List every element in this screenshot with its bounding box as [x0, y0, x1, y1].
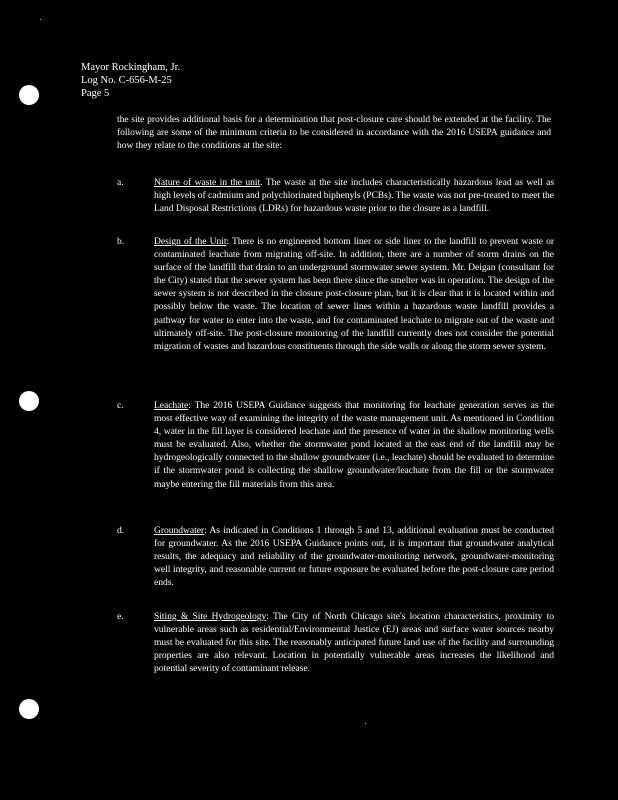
item-body — [154, 524, 554, 589]
item-body — [154, 610, 554, 675]
item-text: : As indicated in Conditions 1 through 5 and 13, additional evaluation must be conducted for groundwater. As the 2016 USEPA Guidance points out, it is important that groundwater analytical results, the adequacy and reliability of the groundwater-monitoring network, groundwater-monitoring well integrity, and reasonable current or future exposure be evaluated before the post-closure care period ends. — [154, 525, 554, 589]
item-body — [154, 399, 554, 491]
scan-speck — [40, 19, 41, 20]
log-number-line: Log No. C-656-M-25 — [81, 75, 172, 86]
punch-hole-bottom — [19, 699, 39, 719]
recipient-line: Mayor Rockingham, Jr. — [81, 62, 181, 73]
item-heading: Nature of waste in the unit — [154, 177, 261, 188]
item-body — [154, 176, 554, 215]
item-letter: b. — [117, 236, 125, 247]
item-letter: c. — [117, 400, 124, 411]
item-text: : The City of North Chicago site's location characteristics, proximity to vulnerable areas such as residential/Environmental Justice (EJ) areas and surface water sources nearby must be evaluated for this site. The reasonably anticipated future land use of the facility and surrounding properties are also relevant. Location in potentially vulnerable areas increases the likelihood and potential severity of contaminant release. — [154, 611, 554, 675]
item-text: : The 2016 USEPA Guidance suggests that monitoring for leachate generation serves as the most effective way of examining the integrity of the waste management unit. As mentioned in Condition 4, water in the fill layer is considered leachate and the presence of water in the shallow monitoring wells must be evaluated. Also, whether the stormwater pond located at the east end of the landfill may be hydrogeologically connected to the shallow groundwater (i.e., leachate) should be evaluated to determine if the stormwater pond is collecting the shallow groundwater/leachate from the fill or the stormwater maybe entering the fill materials from this area. — [154, 400, 554, 490]
scan-speck — [365, 723, 366, 724]
item-heading: Siting & Site Hydrogeology — [154, 611, 267, 622]
item-heading: Design of the Unit — [154, 236, 227, 247]
letter-header — [81, 61, 180, 100]
punch-hole-middle — [19, 391, 39, 411]
item-heading: Groundwater — [154, 525, 205, 536]
page-number-line: Page 5 — [81, 88, 110, 99]
item-letter: e. — [117, 611, 124, 622]
item-heading: Leachate — [154, 400, 189, 411]
punch-hole-top — [19, 85, 39, 105]
item-text: . The waste at the site includes characteristically hazardous lead as well as high levels of cadmium and polychlorinated biphenyls (PCBs). The waste was not pre-treated to meet the Land Disposal Restrictions (LDRs) for hazardous waste prior to the closure as a landfill. — [154, 177, 554, 215]
intro-paragraph: the site provides additional basis for a determination that post-closure care should be extended at the facility. The following are some of the minimum criteria to be considered in accordance with the 2016 USEPA guidance and how they relate to the conditions at the site: — [117, 114, 551, 152]
item-letter: d. — [117, 525, 125, 536]
item-letter: a. — [117, 177, 124, 188]
item-text: : There is no engineered bottom liner or side liner to the landfill to prevent waste or contaminated leachate from migrating off-site. In addition, there are a number of storm drains on the surface of the landfill that drain to an underground stormwater sewer system. Mr. Deigan (consultant for the City) stated that the sewer system has been there since the smelter was in operation. The design of the sewer system is not described in the closure post-closure plan, but it is clear that it is located within and possibly below the waste. The location of sewer lines within a hazardous waste landfill provides a pathway for water to enter into the waste, and for contaminated leachate to migrate out of the waste and ultimately off-site. The post-closure monitoring of the landfill currently does not consider the potential migration of wastes and hazardous constituents through the side walls or along the storm sewer system. — [154, 236, 554, 352]
item-body — [154, 235, 554, 353]
